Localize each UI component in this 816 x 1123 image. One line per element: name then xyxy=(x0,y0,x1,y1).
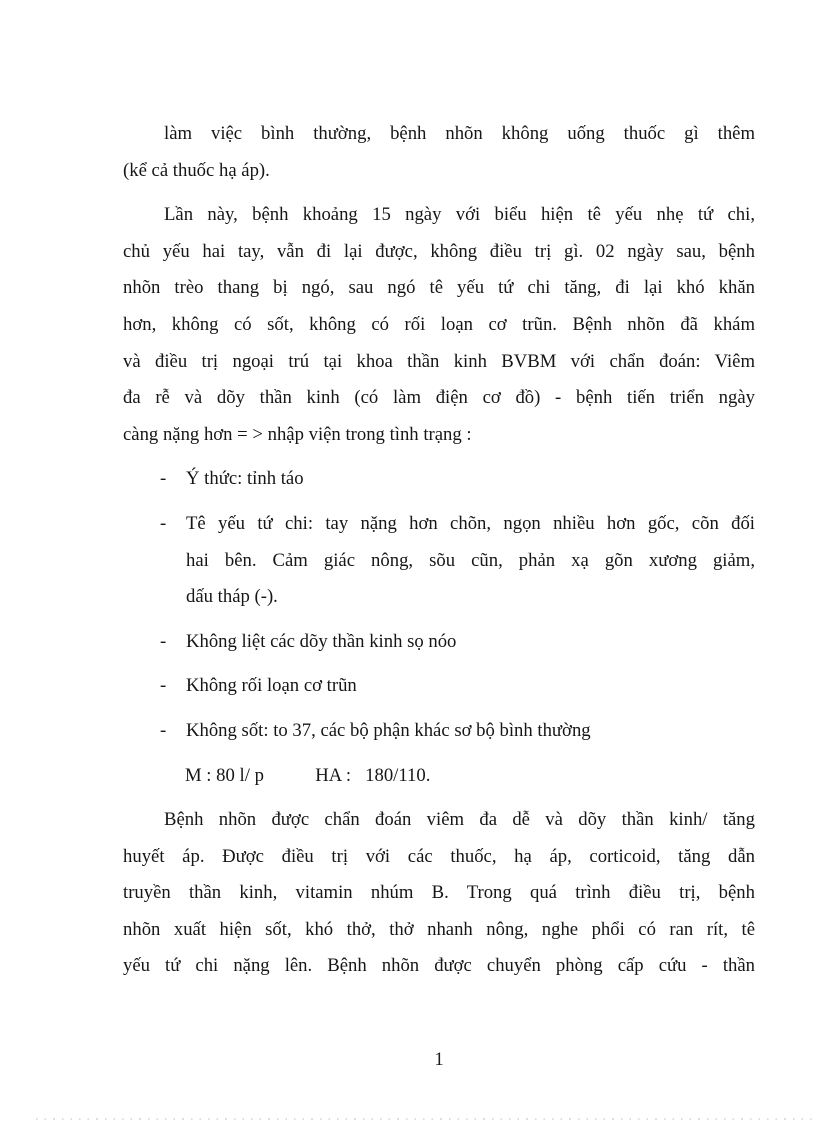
paragraph xyxy=(123,197,755,453)
bullet-dash: - xyxy=(160,719,167,741)
text-line: đa rễ và dõy thần kinh (có làm điện cơ đồ) - bệnh tiến triển ngày xyxy=(123,387,755,409)
bullet-text xyxy=(186,713,755,750)
page-footer xyxy=(123,1042,755,1079)
text-line: Lần này, bệnh khoảng 15 ngày với biểu hiện tê yếu nhẹ tứ chi, xyxy=(164,204,755,226)
bullet-item xyxy=(123,506,755,616)
paragraph xyxy=(123,116,755,189)
text-line: và điều trị ngoại trú tại khoa thần kinh BVBM với chẩn đoán: Viêm xyxy=(123,350,755,372)
bullet-text xyxy=(186,506,755,616)
text-line: làm việc bình thường, bệnh nhõn không uống thuốc gì thêm xyxy=(164,123,755,144)
text-line: hai bên. Cảm giác nông, sõu cũn, phản xạ gõn xương giảm, xyxy=(186,549,755,571)
text-line: nhõn trèo thang bị ngó, sau ngó tê yếu tứ chi tăng, đi lại khó khăn xyxy=(123,277,755,299)
text-line: huyết áp. Được điều trị với các thuốc, hạ áp, corticoid, tăng dẫn xyxy=(123,845,755,867)
text-line: càng nặng hơn = > nhập viện trong tình trạng : xyxy=(123,423,472,445)
bullet-text xyxy=(186,668,755,705)
text-line: dấu tháp (-). xyxy=(186,586,278,608)
page-number: 1 xyxy=(434,1049,444,1070)
text-line: Tê yếu tứ chi: tay nặng hơn chõn, ngọn nhiều hơn gốc, cõn đối xyxy=(186,512,755,534)
text-line: Ý thức: tỉnh táo xyxy=(186,468,304,490)
document-body xyxy=(123,116,755,985)
text-line: hơn, không có sốt, không có rối loạn cơ trũn. Bệnh nhõn đã khám xyxy=(123,313,755,335)
bullet-item xyxy=(123,668,755,705)
paragraph xyxy=(123,802,755,985)
text-line: nhõn xuất hiện sốt, khó thở, thở nhanh nông, nghe phổi có ran rít, tê xyxy=(123,918,755,940)
bullet-dash: - xyxy=(160,675,167,697)
bullet-text xyxy=(186,624,755,661)
text-line: (kể cả thuốc hạ áp). xyxy=(123,159,270,181)
bullet-item xyxy=(123,624,755,661)
text-line: Không rối loạn cơ trũn xyxy=(186,675,357,697)
bullet-dash: - xyxy=(160,630,167,652)
bullet-text xyxy=(186,461,755,498)
bullet-item xyxy=(123,461,755,498)
text-line: yếu tứ chi nặng lên. Bệnh nhõn được chuyển phòng cấp cứu - thần xyxy=(123,955,755,977)
bullet-item xyxy=(123,713,755,750)
paragraph xyxy=(123,758,755,795)
text-line: Bệnh nhõn được chẩn đoán viêm đa dễ và dõy thần kinh/ tăng xyxy=(164,809,755,831)
text-line: Không liệt các dõy thần kinh sọ nóo xyxy=(186,630,457,652)
bullet-dash: - xyxy=(160,512,167,534)
text-line: truyền thần kinh, vitamin nhúm B. Trong quá trình điều trị, bệnh xyxy=(123,882,755,904)
text-line: Không sốt: to 37, các bộ phận khác sơ bộ bình thường xyxy=(186,719,591,741)
bullet-dash: - xyxy=(160,468,167,490)
text-line: chủ yếu hai tay, vẫn đi lại được, không điều trị gì. 02 ngày sau, bệnh xyxy=(123,240,755,262)
footer-dotted-line xyxy=(36,1118,814,1120)
text-line: M : 80 l/ p HA : 180/110. xyxy=(185,764,431,786)
